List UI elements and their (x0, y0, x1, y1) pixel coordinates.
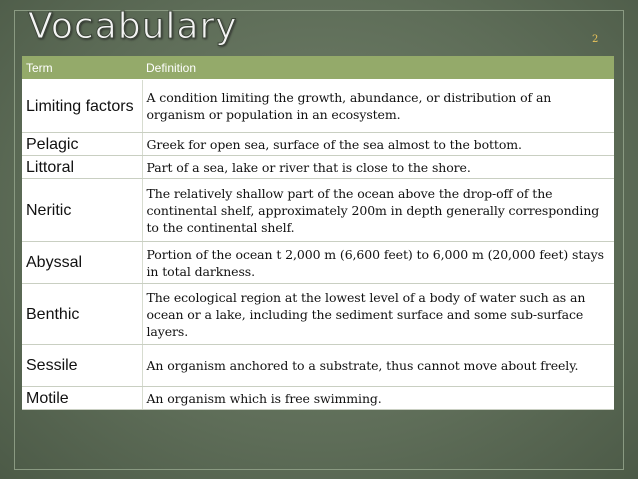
term-cell: Neritic (22, 179, 142, 242)
table-row (22, 80, 614, 133)
term-cell: Pelagic (22, 133, 142, 156)
term-cell: Benthic (22, 284, 142, 345)
term-cell: Limiting factors (22, 80, 142, 133)
definition-cell: The ecological region at the lowest level of a body of water such as an ocean or a lake, including the sediment surface and some sub-surface layers. (142, 284, 614, 345)
table-row (22, 133, 614, 156)
definition-cell: The relatively shallow part of the ocean above the drop-off of the continental shelf, approximately 200m in depth generally corresponding to the continental shelf. (142, 179, 614, 242)
table-row (22, 387, 614, 410)
table-row (22, 156, 614, 179)
table-row (22, 345, 614, 387)
header-term: Term (22, 56, 142, 80)
vocabulary-table (22, 56, 614, 410)
table-row (22, 242, 614, 284)
definition-cell: Greek for open sea, surface of the sea almost to the bottom. (142, 133, 614, 156)
table-header-row (22, 56, 614, 80)
definition-cell: Part of a sea, lake or river that is close to the shore. (142, 156, 614, 179)
header-definition: Definition (142, 56, 614, 80)
term-cell: Motile (22, 387, 142, 410)
definition-cell: Portion of the ocean t 2,000 m (6,600 feet) to 6,000 m (20,000 feet) stays in total darkness. (142, 242, 614, 284)
term-cell: Littoral (22, 156, 142, 179)
table-row (22, 179, 614, 242)
definition-cell: An organism anchored to a substrate, thus cannot move about freely. (142, 345, 614, 387)
definition-cell: An organism which is free swimming. (142, 387, 614, 410)
term-cell: Abyssal (22, 242, 142, 284)
table-row (22, 284, 614, 345)
page-number: 2 (592, 34, 599, 45)
term-cell: Sessile (22, 345, 142, 387)
definition-cell: A condition limiting the growth, abundance, or distribution of an organism or population in an ecosystem. (142, 80, 614, 133)
slide-title: Vocabulary (28, 6, 238, 47)
